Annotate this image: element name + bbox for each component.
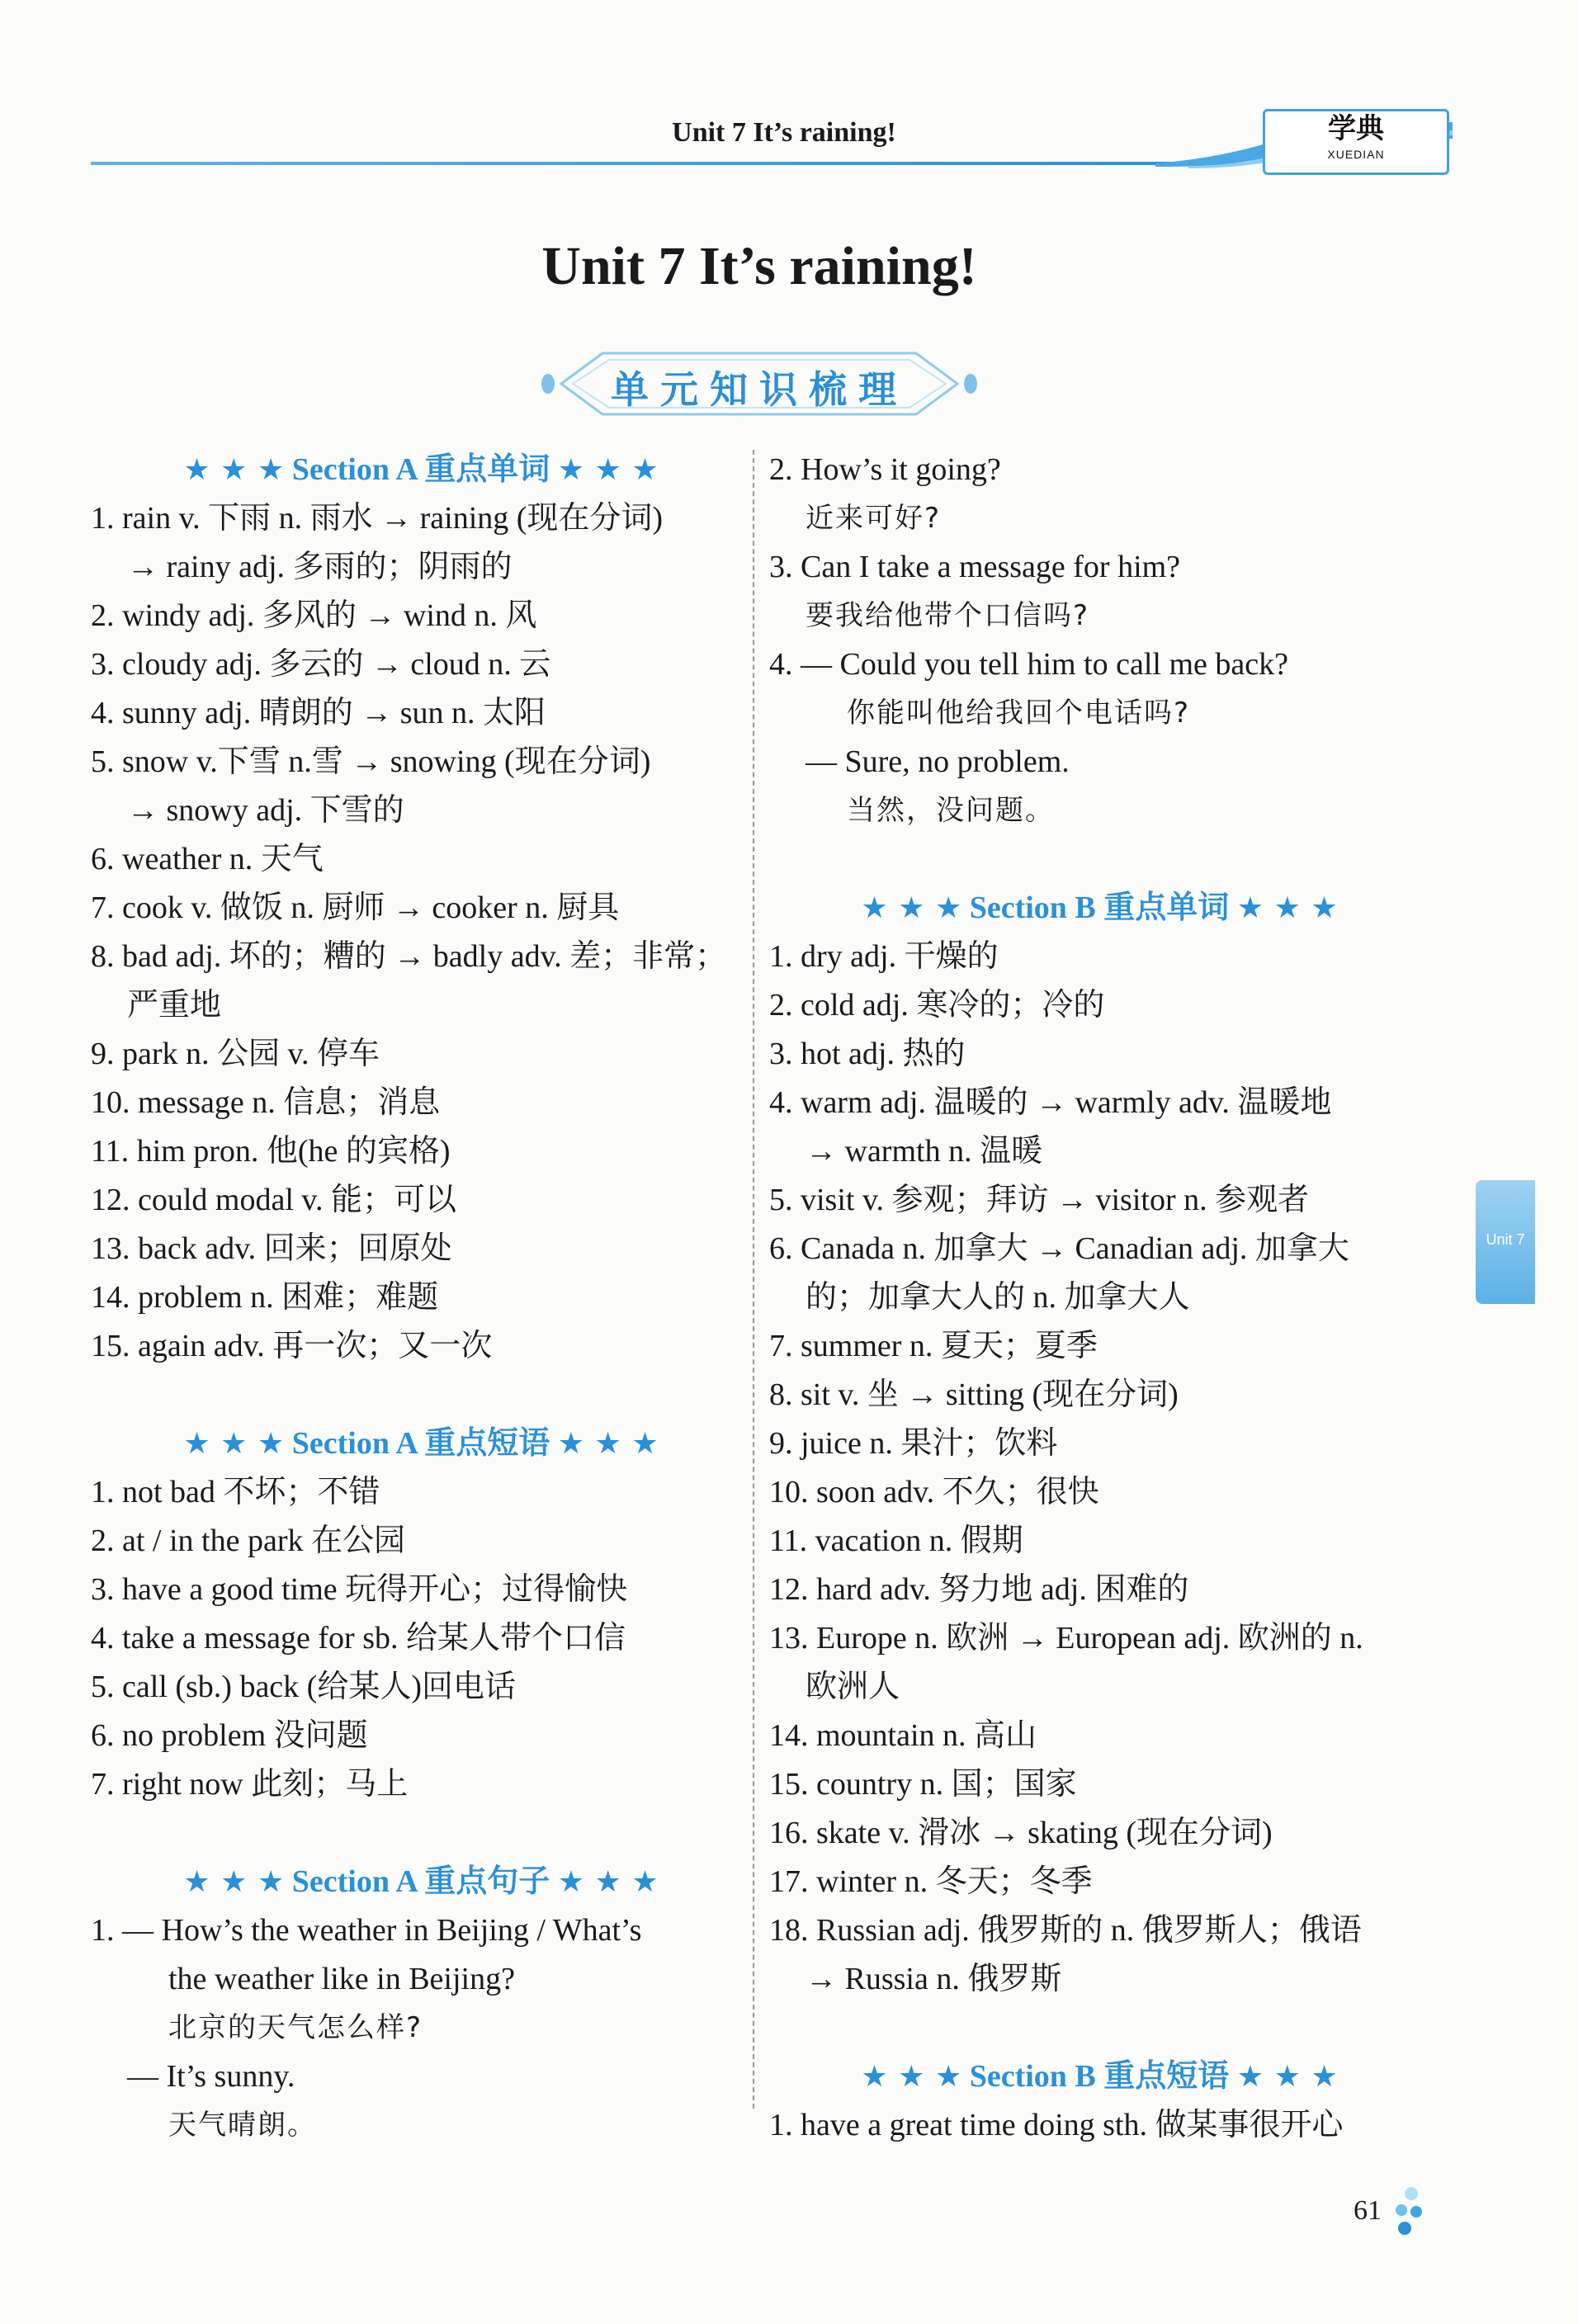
list-item: 天气晴朗。 xyxy=(168,2109,317,2142)
section-heading xyxy=(91,446,751,494)
list-item: 10. soon adv. 不久；很快 xyxy=(769,1475,1099,1509)
banner-title: 单元知识梳理 xyxy=(611,367,908,412)
list-item: 1. dry adj. 干燥的 xyxy=(769,939,999,974)
list-item: 5. call (sb.) back (给某人)回电话 xyxy=(91,1670,516,1704)
section-heading xyxy=(91,1419,751,1468)
list-item: 11. vacation n. 假期 xyxy=(769,1523,1023,1558)
section-b-words-title: Section B 重点单词 xyxy=(969,890,1230,925)
star-icon: ★ ★ ★ xyxy=(557,1865,659,1899)
list-item: 17. winter n. 冬天；冬季 xyxy=(769,1864,1093,1899)
list-item: 12. hard adv. 努力地 adj. 困难的 xyxy=(769,1572,1189,1607)
list-item: 12. could modal v. 能；可以 xyxy=(91,1183,456,1217)
list-item: 16. skate v. 滑冰 → skating (现在分词) xyxy=(769,1816,1273,1850)
section-a-sentences-title: Section A 重点句子 xyxy=(291,1864,550,1899)
star-icon: ★ ★ ★ xyxy=(1236,891,1338,925)
list-item: 2. How’s it going? xyxy=(769,452,1001,487)
list-item: → rainy adj. 多雨的；阴雨的 xyxy=(127,550,513,584)
list-item: → warmth n. 温暖 xyxy=(806,1134,1043,1169)
side-tab-unit xyxy=(1476,1180,1535,1304)
list-item: 7. right now 此刻；马上 xyxy=(91,1767,409,1802)
list-item: 13. Europe n. 欧洲 → European adj. 欧洲的 n. xyxy=(769,1621,1363,1656)
decorative-dots-icon xyxy=(1393,2185,1426,2260)
side-tab-label: Unit 7 xyxy=(1486,1231,1525,1248)
page-title: Unit 7 It’s raining! xyxy=(541,236,977,296)
list-item: 要我给他带个口信吗? xyxy=(806,599,1090,632)
section-a-words-title: Section A 重点单词 xyxy=(291,452,550,487)
star-icon: ★ ★ ★ xyxy=(557,1427,659,1461)
list-item: 6. weather n. 天气 xyxy=(91,842,324,876)
list-item: → Russia n. 俄罗斯 xyxy=(806,1962,1062,1996)
list-item: 1. rain v. 下雨 n. 雨水 → raining (现在分词) xyxy=(91,501,664,536)
list-item: 欧洲人 xyxy=(806,1670,900,1704)
running-header xyxy=(91,106,1411,172)
list-item: 的；加拿大人的 n. 加拿大人 xyxy=(806,1280,1190,1315)
list-item: 严重地 xyxy=(127,988,222,1023)
list-item: 3. cloudy adj. 多云的 → cloud n. 云 xyxy=(91,647,551,682)
header-rule xyxy=(91,162,1238,165)
list-item: 14. mountain n. 高山 xyxy=(769,1718,1037,1753)
list-item: 你能叫他给我回个电话吗? xyxy=(847,697,1191,730)
list-item: 1. not bad 不坏；不错 xyxy=(91,1475,380,1509)
list-item: 近来可好? xyxy=(806,502,942,535)
list-item: 15. country n. 国；国家 xyxy=(769,1767,1077,1802)
section-heading xyxy=(91,1858,751,1906)
list-item: 3. Can I take a message for him? xyxy=(769,550,1181,584)
list-item: 4. — Could you tell him to call me back? xyxy=(769,647,1288,682)
list-item: 15. again adv. 再一次；又一次 xyxy=(91,1329,493,1363)
star-icon: ★ ★ ★ xyxy=(183,1427,285,1461)
list-item: 4. warm adj. 温暖的 → warmly adv. 温暖地 xyxy=(769,1085,1332,1120)
list-item: 7. cook v. 做饭 n. 厨师 → cooker n. 厨具 xyxy=(91,890,620,925)
list-item: — Sure, no problem. xyxy=(806,744,1070,779)
list-item: 1. have a great time doing sth. 做某事很开心 xyxy=(769,2108,1344,2142)
star-icon: ★ ★ ★ xyxy=(861,2060,962,2094)
header-title: Unit 7 It’s raining! xyxy=(672,117,896,148)
list-item: 4. take a message for sb. 给某人带个口信 xyxy=(91,1621,626,1656)
brand-name-cn: 学典 xyxy=(1328,114,1384,144)
list-item: 6. no problem 没问题 xyxy=(91,1718,368,1753)
list-item: 9. park n. 公园 v. 停车 xyxy=(91,1037,380,1071)
page-number: 61 xyxy=(1354,2195,1382,2226)
star-icon: ★ ★ ★ xyxy=(183,1865,285,1899)
star-icon: ★ ★ ★ xyxy=(1236,2060,1338,2094)
list-item: 8. bad adj. 坏的；糟的 → badly adv. 差；非常； xyxy=(91,939,727,974)
right-column xyxy=(769,446,1429,2150)
list-item: 5. visit v. 参观；拜访 → visitor n. 参观者 xyxy=(769,1183,1310,1217)
list-item: 北京的天气怎么样? xyxy=(168,2011,423,2044)
section-banner xyxy=(536,347,982,421)
list-item: 10. message n. 信息；消息 xyxy=(91,1085,441,1120)
list-item: 11. him pron. 他(he 的宾格) xyxy=(91,1134,451,1169)
list-item: 2. cold adj. 寒冷的；冷的 xyxy=(769,988,1105,1023)
list-item: 2. windy adj. 多风的 → wind n. 风 xyxy=(91,598,537,633)
list-item: 9. juice n. 果汁；饮料 xyxy=(769,1426,1058,1461)
section-a-phrases-title: Section A 重点短语 xyxy=(291,1426,550,1461)
list-item: 8. sit v. 坐 → sitting (现在分词) xyxy=(769,1377,1179,1412)
list-item: 当然，没问题。 xyxy=(847,794,1055,827)
star-icon: ★ ★ ★ xyxy=(557,453,659,487)
list-item: 2. at / in the park 在公园 xyxy=(91,1523,405,1558)
list-item: 13. back adv. 回来；回原处 xyxy=(91,1231,452,1266)
section-heading xyxy=(769,2052,1429,2101)
list-item: 14. problem n. 困难；难题 xyxy=(91,1280,439,1315)
list-item: 1. — How’s the weather in Beijing / What’s xyxy=(91,1913,642,1948)
star-icon: ★ ★ ★ xyxy=(861,891,962,925)
section-heading xyxy=(769,884,1429,933)
list-item: 18. Russian adj. 俄罗斯的 n. 俄罗斯人；俄语 xyxy=(769,1913,1362,1948)
list-item: → snowy adj. 下雪的 xyxy=(127,793,404,828)
brand-name-en: XUEDIAN xyxy=(1327,148,1385,161)
list-item: the weather like in Beijing? xyxy=(168,1962,515,1996)
brand-logo xyxy=(1263,109,1449,175)
list-item: — It’s sunny. xyxy=(127,2059,295,2094)
column-divider xyxy=(753,450,754,2109)
list-item: 4. sunny adj. 晴朗的 → sun n. 太阳 xyxy=(91,696,546,730)
list-item: 5. snow v.下雪 n.雪 → snowing (现在分词) xyxy=(91,744,651,779)
section-b-phrases-title: Section B 重点短语 xyxy=(969,2059,1230,2094)
list-item: 6. Canada n. 加拿大 → Canadian adj. 加拿大 xyxy=(769,1231,1349,1266)
list-item: 3. have a good time 玩得开心；过得愉快 xyxy=(91,1572,628,1607)
star-icon: ★ ★ ★ xyxy=(183,453,285,487)
list-item: 7. summer n. 夏天；夏季 xyxy=(769,1329,1098,1363)
left-column xyxy=(91,446,751,2150)
list-item: 3. hot adj. 热的 xyxy=(769,1037,966,1071)
